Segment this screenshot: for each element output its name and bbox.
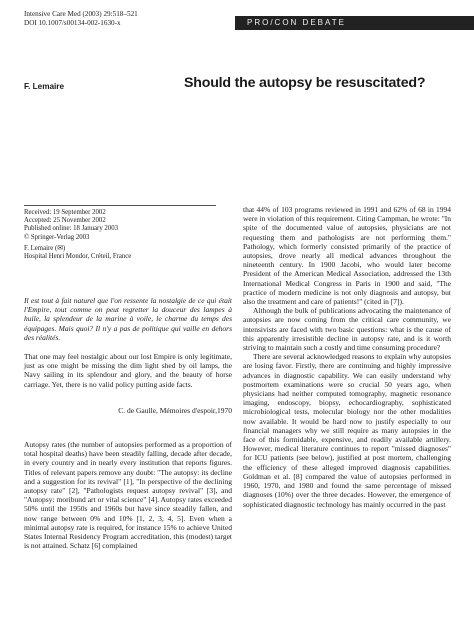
author-name: F. Lemaire (24, 82, 65, 91)
translation-text: That one may feel nostalgic about our lost Empire is only legitimate, just as one might be missing the dim light shed by oil lamps, the Navy sailing in its splendour and glory, and the beauty of horse carriage. Yet, there is no valid policy putting aside facts. (24, 352, 232, 389)
journal-citation (24, 10, 138, 28)
epigraph-french: Il est tout à fait naturel que l'on ressente la nostalgie de ce qui était l'Empire, tout comme on peut regretter la douceur des lampes à huile, la splendeur de la marine à voile, le charme du temps des équipages. Mais quoi? Il n'y a pas de politique qui vaille en dehors des réalités. (24, 296, 232, 342)
published-date: Published online: 18 January 2003 (24, 225, 119, 233)
divider (24, 205, 216, 206)
copyright: © Springer-Verlag 2003 (24, 233, 90, 241)
epigraph-translation (24, 352, 232, 389)
journal-line: Intensive Care Med (2003) 29:518–521 (24, 10, 138, 18)
article-dates (24, 209, 224, 242)
body-paragraph: There are several acknowledged reasons to explain why autopsies are losing favor. Firstly, there are continuing and highly impressive advances in diagnostic capability. We can easily understand why postmortem examinations were so crucial 50 years ago, when physicians had neither computed tomography, magnetic resonance imaging, endoscopy, biopsy, echocardiography, sophisticated microbiological tests, molecular biology nor the other modalities now available. It would be hard now to justify especially to our financial managers why we still require as many autopsies in the face of this formidable, expensive, and readily available artillery. However, medical literature continues to report "missed diagnoses" for ICU patients (see below), justified at post mortem, challenging the efficiency of these alleged improved diagnosis capabilities. Goldman et al. [8] compared the value of autopsies performed in 1960, 1970, and 1980 and found the same percentage of missed diagnoses (10%) over the three decades. However, the emergence of sophisticated diagnostic technology has mainly occurred in the past (243, 352, 451, 509)
body-left-column (24, 440, 232, 550)
doi-line: DOI 10.1007/s00134-002-1630-x (24, 19, 121, 27)
section-banner: PRO/CON DEBATE (235, 16, 474, 30)
body-paragraph: Although the bulk of publications advocating the maintenance of autopsies are now coming from the critical care community, we intensivists are faced with two basic questions: what is the cause of this apparently irresistible decline in autopsy rate, and is it worth striving to maintain such a costly and time consuming procedure? (243, 306, 451, 353)
quote-source: C. de Gaulle, Mémoires d'espoir,1970 (118, 406, 232, 415)
author-affiliation (24, 245, 234, 261)
accepted-date: Accepted: 25 November 2002 (24, 217, 106, 225)
body-paragraph: that 44% of 103 programs reviewed in 1991 and 62% of 68 in 1994 were in violation of this requirement. Citing Campman, he wrote: "In spite of the documented value of autopsies, physicians are not requesting them and pathologists are not performing them." Pathology, which formerly consisted primarily of the practice of autopsies, drove nearly all medical advances throughout the nineteenth century. In 1900 Jacobi, who would later become President of the American Medical Association, addressed the 13th International Medical Congress in Paris in 1900 and said, "The practice of modern medicine is not only diagnosis and autopsy, but also the treatment and care of patients!" (cited in [7]). (243, 205, 452, 307)
body-right-column (243, 205, 451, 509)
affiliation-hospital: Hospital Henri Mondor, Créteil, France (24, 253, 132, 261)
body-paragraph: Autopsy rates (the number of autopsies performed as a proportion of total hospital deaths) have been steadily falling, decade after decade, in every country and in nearly every institution that reports figures. Titles of relevant papers remove any doubt: "The autopsy: its decline and a suggestion for its revival" [1], "In perspective of the declining autopsy rate" [2], "Pathologists request autopsy revival" [3], and "Autopsy: moribund art or vital science" [4]. Autopsy rates exceeded 50% until the 1950s and 1960s but have since steadily fallen, and now range between 0% and 10% [1, 2, 3, 4, 5]. Even when a minimal autopsy rate is required, for instance 15% to achieve United States Internal Residency Program accreditation, this (modest) target is not attained. Schatz [6] complained (24, 440, 232, 551)
affiliation-name: F. Lemaire (✉) (24, 245, 66, 252)
article-title: Should the autopsy be resuscitated? (184, 75, 426, 91)
received-date: Received: 19 September 2002 (24, 209, 106, 216)
